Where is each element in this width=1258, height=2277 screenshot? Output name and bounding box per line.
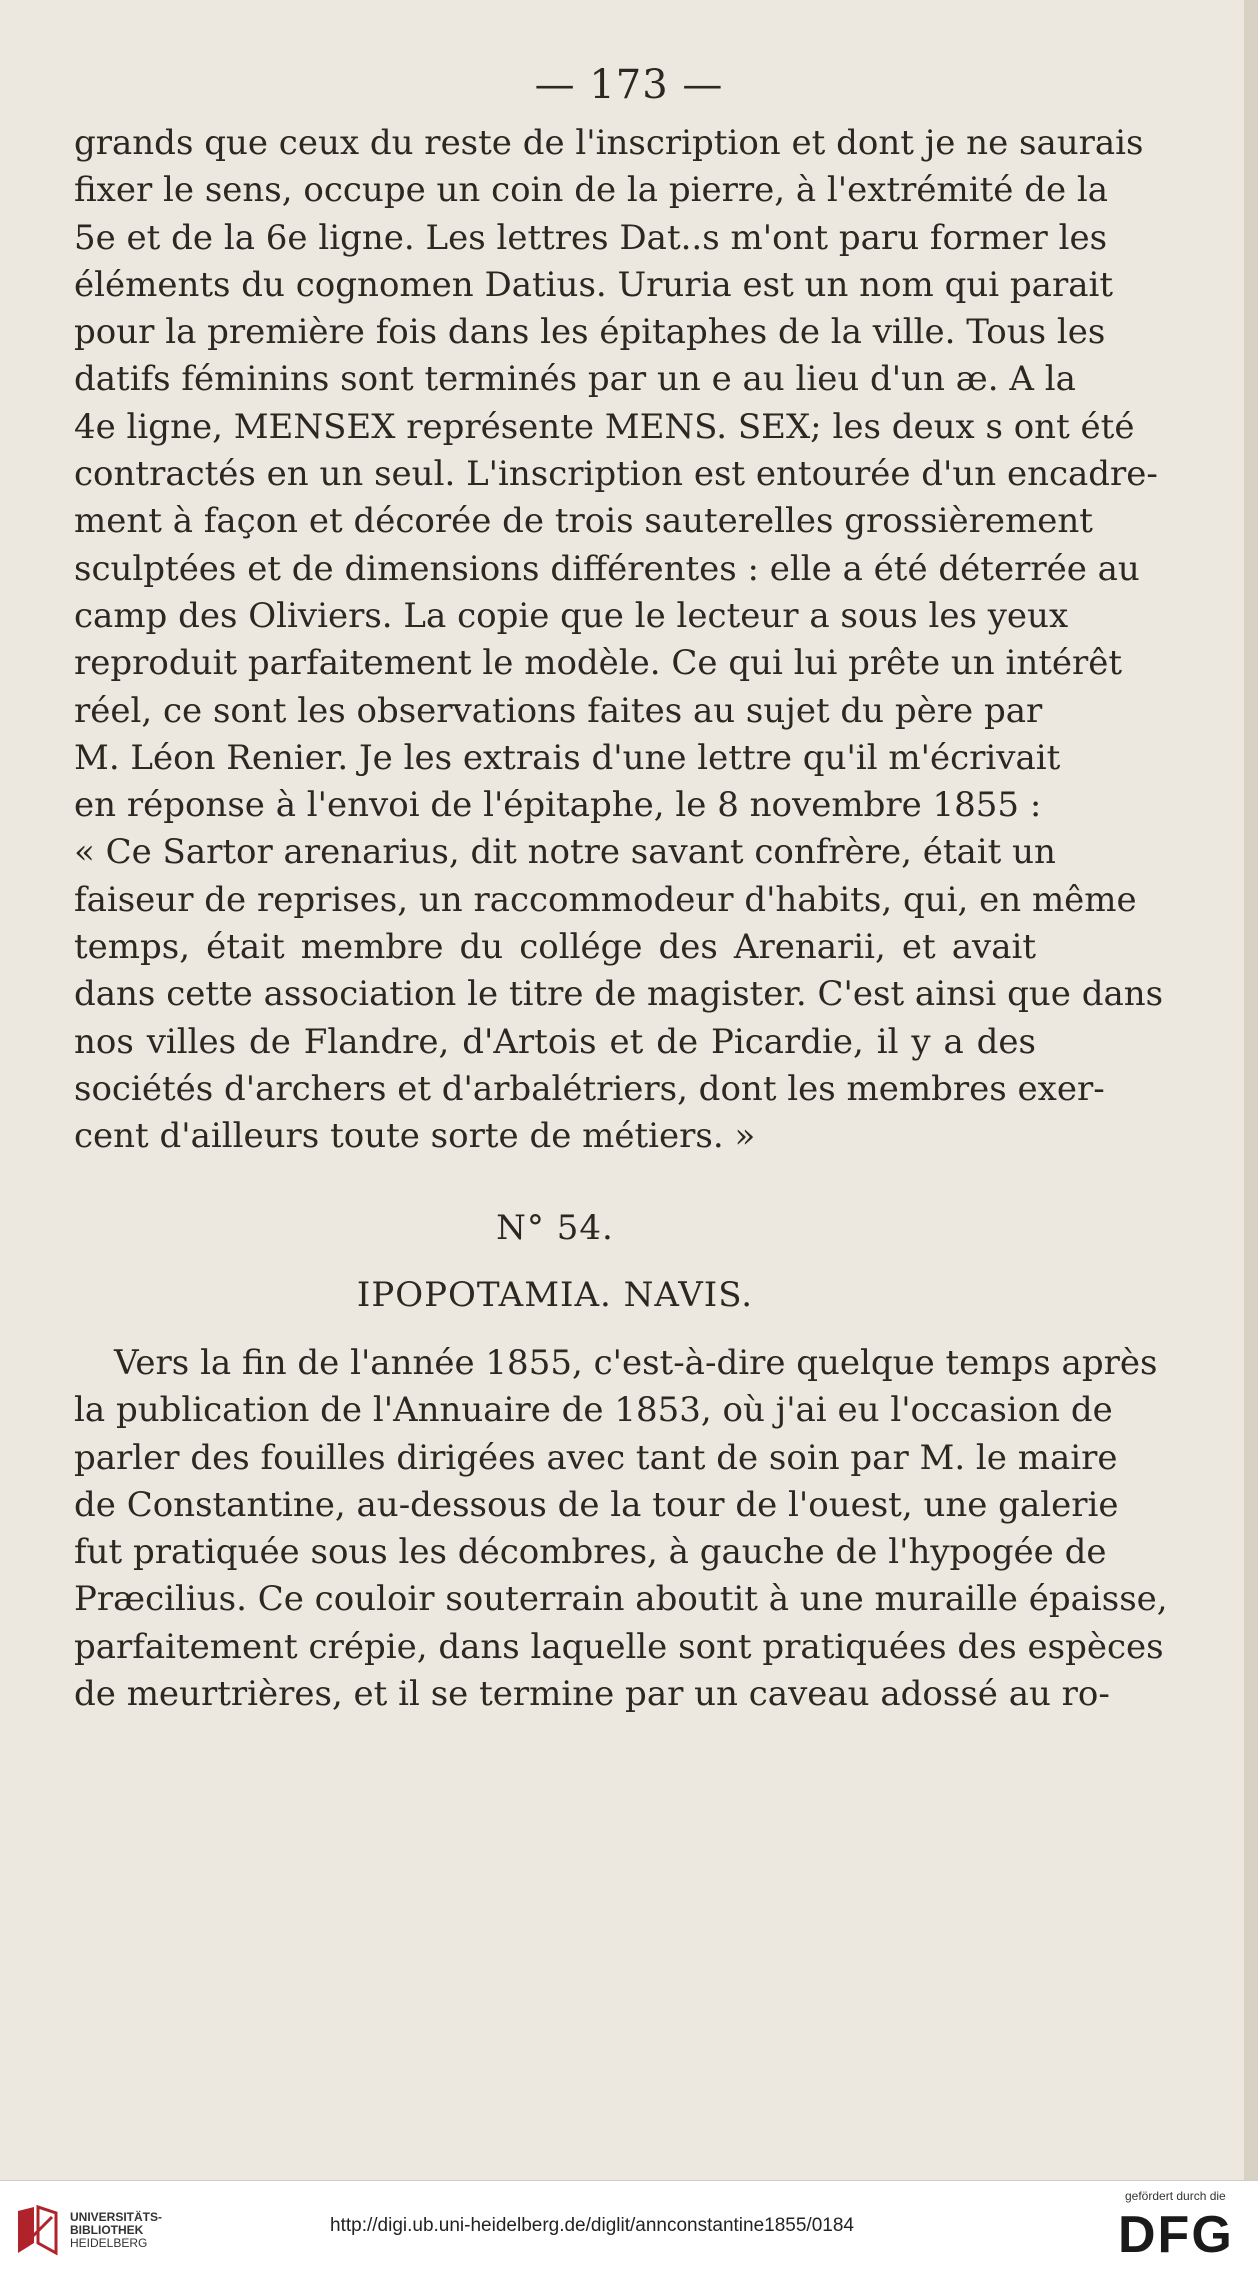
text-line: temps, était membre du collége des Arenarii, et avait [74,927,1036,968]
text-line: datifs féminins sont terminés par un e au lieu d'un æ. A la [74,359,1076,400]
text-line: camp des Oliviers. La copie que le lecteur a sous les yeux [74,595,1069,636]
text-line: fut pratiquée sous les décombres, à gauche de l'hypogée de [74,1532,1107,1573]
text-line: 4e ligne, MENSEX représente MENS. SEX; les deux s ont été [74,406,1135,447]
page-number: — 173 — [534,62,724,108]
paragraph-inscription-notes [74,120,1164,1161]
text-line: de Constantine, au-dessous de la tour de l'ouest, une galerie [74,1484,1119,1525]
text-line: « Ce Sartor arenarius, dit notre savant confrère, était un [74,832,1056,873]
text-line: Vers la fin de l'année 1855, c'est-à-dire quelque temps après [114,1343,1158,1383]
dfg-logo: DFG [1118,2206,1234,2264]
sponsor-label: gefördert durch die [1125,2189,1226,2203]
library-logo-icon [12,2203,62,2261]
text-line: reproduit parfaitement le modèle. Ce qui lui prête un intérêt [74,643,1123,684]
text-line: sociétés d'archers et d'arbalétriers, dont les membres exer- [74,1068,1105,1109]
section-number: N° 54. [496,1208,614,1248]
section-title: IPOPOTAMIA. NAVIS. [356,1275,754,1315]
text-line: en réponse à l'envoi de l'épitaphe, le 8 novembre 1855 : [74,785,1042,826]
viewer-footer [0,2180,1258,2277]
text-line: dans cette association le titre de magister. C'est ainsi que dans [74,974,1164,1015]
text-line: 5e et de la 6e ligne. Les lettres Dat..s m'ont paru former les [74,217,1108,258]
text-line: contractés en un seul. L'inscription est entourée d'un encadre- [74,454,1158,495]
library-name-line: UNIVERSITÄTS- [70,2210,163,2224]
text-line: Præcilius. Ce couloir souterrain aboutit à une muraille épaisse, [74,1579,1168,1620]
text-line: ment à façon et décorée de trois sauterelles grossièrement [74,501,1093,542]
text-line: la publication de l'Annuaire de 1853, où j'ai eu l'occasion de [74,1390,1113,1431]
permalink-url[interactable]: http://digi.ub.uni-heidelberg.de/diglit/annconstantine1855/0184 [330,2215,854,2236]
text-line: réel, ce sont les observations faites au sujet du père par [74,690,1043,731]
text-line: fixer le sens, occupe un coin de la pierre, à l'extrémité de la [74,170,1109,211]
text-line: éléments du cognomen Datius. Ururia est un nom qui parait [74,264,1114,305]
text-line: faiseur de reprises, un raccommodeur d'habits, qui, en même [74,879,1137,920]
text-line: pour la première fois dans les épitaphes de la ville. Tous les [74,312,1106,353]
text-line: parler des fouilles dirigées avec tant de soin par M. le maire [74,1437,1118,1478]
library-name-line: BIBLIOTHEK [70,2223,144,2237]
text-line: de meurtrières, et il se termine par un caveau adossé au ro- [74,1674,1110,1715]
text-line: parfaitement crépie, dans laquelle sont pratiquées des espèces [74,1626,1164,1667]
text-line: M. Léon Renier. Je les extrais d'une lettre qu'il m'écrivait [74,737,1061,778]
paragraph-ipopotamia [74,1340,1168,1718]
text-line: grands que ceux du reste de l'inscription et dont je ne saurais [74,123,1144,163]
text-line: nos villes de Flandre, d'Artois et de Picardie, il y a des [74,1021,1036,1062]
text-line: sculptées et de dimensions différentes : elle a été déterrée au [74,548,1140,589]
text-line: cent d'ailleurs toute sorte de métiers. » [74,1116,756,1157]
library-name [70,2211,162,2250]
library-name-line: HEIDELBERG [70,2236,148,2250]
